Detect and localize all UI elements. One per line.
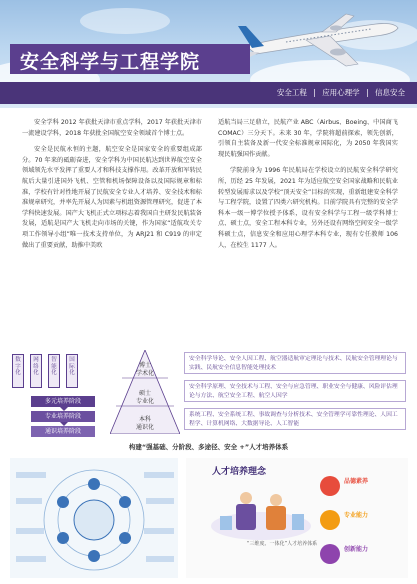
vertical-tag: 国际化 — [66, 354, 78, 388]
professional-icon — [320, 510, 340, 530]
tier-courses-master: 安全科学原理、安全技术与工程、安全与应急管理、职业安全与健康、风险评估理论与方法、航空安全工程、航空人因学 — [184, 380, 406, 402]
header-banner — [0, 0, 417, 108]
stage-box: 专业培养阶段 — [31, 411, 95, 422]
intro-column-left — [22, 118, 202, 257]
intro-paragraph: 安全学科 2012 年获批天津市重点学科，2017 年获批天津市一流建设学科，2018 年获批全国航空安全领域首个博士点。 — [22, 119, 202, 137]
tag-safety-engineering: 安全工程 — [276, 88, 307, 97]
curriculum-wheel-image — [10, 458, 178, 578]
stage-box: 多元培养阶段 — [31, 396, 95, 407]
diagram-caption: 构建“强基础、分阶段、多途径、安全 +”人才培养体系 — [128, 443, 289, 451]
stage-box: 通识培养阶段 — [31, 426, 95, 437]
tier-label-master: 硕士 专业化 — [135, 390, 154, 405]
intro-paragraph: 适航当局三足鼎立，民航产业 ABC（Airbus、Boeing、中国商飞 COMAC）三分天下。未来 30 年，学院将超前探索，领先创新，引领自主装备及新一代安全标准规章国际化，为 2050 年我国实现民航强国作贡献。 — [218, 119, 398, 158]
feature-professional: 专业能力 — [318, 508, 402, 534]
tier-courses-bachelor: 系统工程、安全系统工程、事故调查与分析技术、安全管理学可靠性理论、人因工程学、计算机网络、大数据导论、人工智能 — [184, 408, 406, 430]
tag-information-security: 信息安全 — [375, 88, 405, 97]
feature-innovation: 创新能力 — [318, 542, 402, 568]
airplane-icon — [226, 6, 406, 76]
vertical-tag: 智能化 — [48, 354, 60, 388]
tag-applied-psychology: 应用心理学 — [322, 88, 360, 97]
intro-paragraph: 学院前身为 1996 年民航局在学校设立的民航安全科学研究所，历经 25 年发展，2021 年为适应航空安全国家战略和民航业转型发展需求以及学校“顶天安全”目标的实现，重新组建安全科学与工程学院，设置了四类六研究机构。目前学院具有完整的安全学科本一级一博学位授予体系，设有安全科学与工程一级学科博士点、硕士点，安全工程本科专业，另外还设有网络空间安全一级学科硕士点，信息安全和应用心理学本科专业，现有专任教师 106 人，在校生 1177 人。 — [218, 167, 398, 249]
tier-courses-doctor: 安全科学导论、安全人因工程、航空器适航审定理论与技术、民航安全管理理论与实践、民航安全信息智能处理技术 — [184, 352, 406, 374]
tag-divider: | — [366, 88, 369, 97]
page-title: 安全科学与工程学院 — [20, 51, 201, 73]
intro-column-right — [218, 118, 398, 257]
moral-icon — [320, 476, 340, 496]
tag-strip — [0, 82, 417, 104]
tag-divider: | — [313, 88, 316, 97]
vertical-tag: 数字化 — [12, 354, 24, 388]
people-illustration — [206, 486, 316, 542]
talent-philosophy-image — [186, 458, 408, 578]
wheel-diagram-graphic — [10, 458, 178, 578]
intro-paragraph: 安全是民航永恒的主题，航空安全是国家安全的重要组成部分。70 年来的砥砺奋进，安全学科为中国民航达到世界航空安全领域领先水平发挥了重要人才和科技支撑作用。改革开放和军转民航后大量引进国外飞机、空管和机场保障设备以及国际规章和标准，学校有针对性地开展了民航安全专业人才培养、安全技术和标准规章研究，并率先开展人为因素与机组资源管理研究，促进了本学科快速发展。国产大飞机正式立项标志着我国自主研发民航装备发展，适航是国产大飞机走向市场的关键，作为国家“适航攻关专项工作领导小组”唯一技术支持单位，为 ARJ21 和 C919 的审定做出了重要贡献，助推中美欧 — [22, 146, 202, 249]
tier-label-doctor: 博士 学术化 — [135, 362, 154, 377]
vertical-tag: 网络化 — [30, 354, 42, 388]
talent-center-label: “三维度、一体化”人才培养体系 — [246, 541, 318, 547]
title-band — [10, 44, 250, 74]
talent-title: 人才培养理念 — [212, 467, 267, 477]
innovation-icon — [320, 544, 340, 564]
training-system-diagram — [0, 348, 417, 440]
intro-text — [22, 118, 398, 348]
program-tags — [273, 87, 405, 98]
tier-label-bachelor: 本科 通识化 — [135, 416, 154, 431]
feature-moral: 品德素养 — [318, 474, 402, 500]
